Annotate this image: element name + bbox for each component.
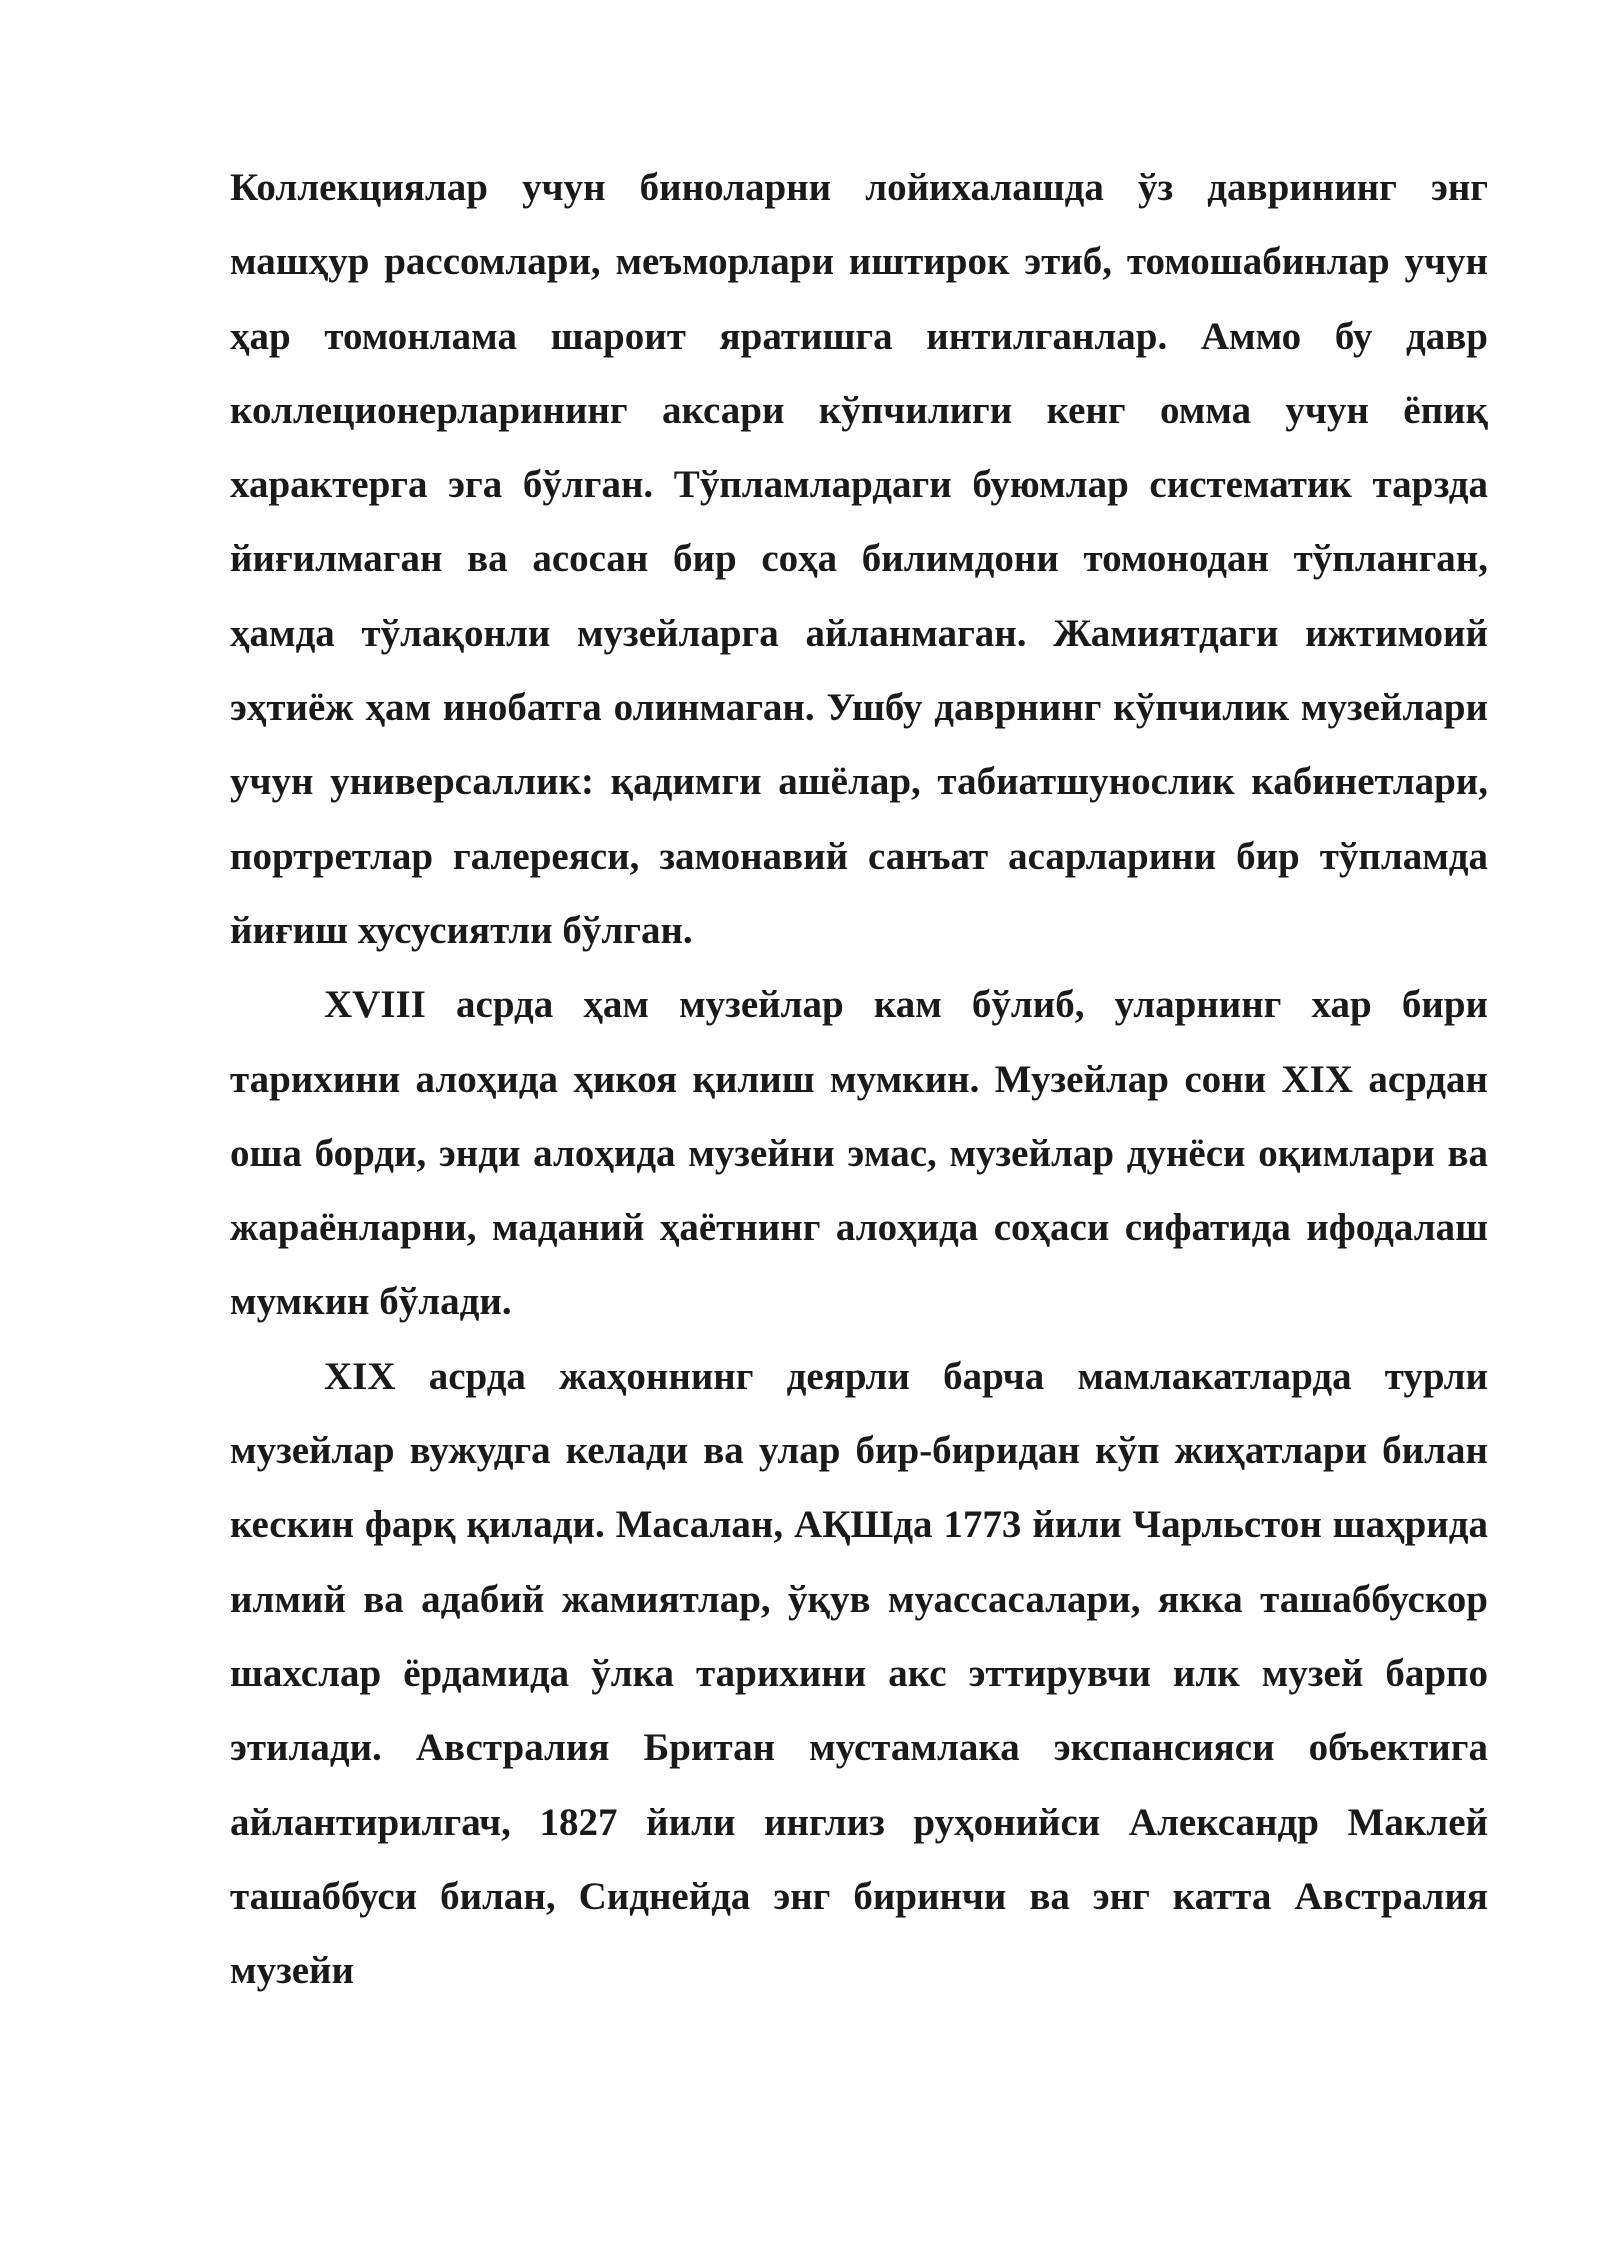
paragraph-nineteenth-century: XIX асрда жаҳоннинг деярли барча мамлакатларда турли музейлар вужудга келади ва улар бир-биридан кўп жиҳатлари билан кескин фарқ қилади. Масалан, АҚШда 1773 йили Чарльстон шаҳрида илмий ва адабий жамиятлар, ўқув муассасалари, якка ташаббускор шахслар ёрдамида ўлка тарихини акс эттирувчи илк музей барпо этилади. Австралия Британ мустамлака экспансияси объектига айлантирилгач, 1827 йили инглиз руҳонийси Александр Маклей ташаббуси билан, Сиднейда энг биринчи ва энг катта Австралия музейи [230, 1354, 1488, 1993]
paragraph-eighteenth-century: XVIII асрда ҳам музейлар кам бўлиб, уларнинг хар бири тарихини алоҳида ҳикоя қилиш мумкин. Музейлар сони XIX асрдан оша борди, энди алоҳида музейни эмас, музейлар дунёси оқимлари ва жараёнларни, маданий ҳаётнинг алоҳида соҳаси сифатида ифодалаш мумкин бўлади. [230, 983, 1488, 1324]
paragraph-collections: Коллекциялар учун биноларни лойихалашда ўз даврининг энг машҳур рассомлари, меъморлари иштирок этиб, томошабинлар учун ҳар томонлама шароит яратишга интилганлар. Аммо бу давр коллеционерларининг аксари кўпчилиги кенг омма учун ёпиқ характерга эга бўлган. Тўпламлардаги буюмлар систематик тарзда йиғилмаган ва асосан бир соҳа билимдони томонодан тўпланган, ҳамда тўлақонли музейларга айланмаган. Жамиятдаги ижтимоий эҳтиёж ҳам инобатга олинмаган. Ушбу даврнинг кўпчилик музейлари учун универсаллик: қадимги ашёлар, табиатшунослик кабинетлари, портретлар галереяси, замонавий санъат асарларини бир тўпламда йиғиш хусусиятли бўлган. [230, 166, 1488, 952]
document-body [230, 151, 1488, 2008]
